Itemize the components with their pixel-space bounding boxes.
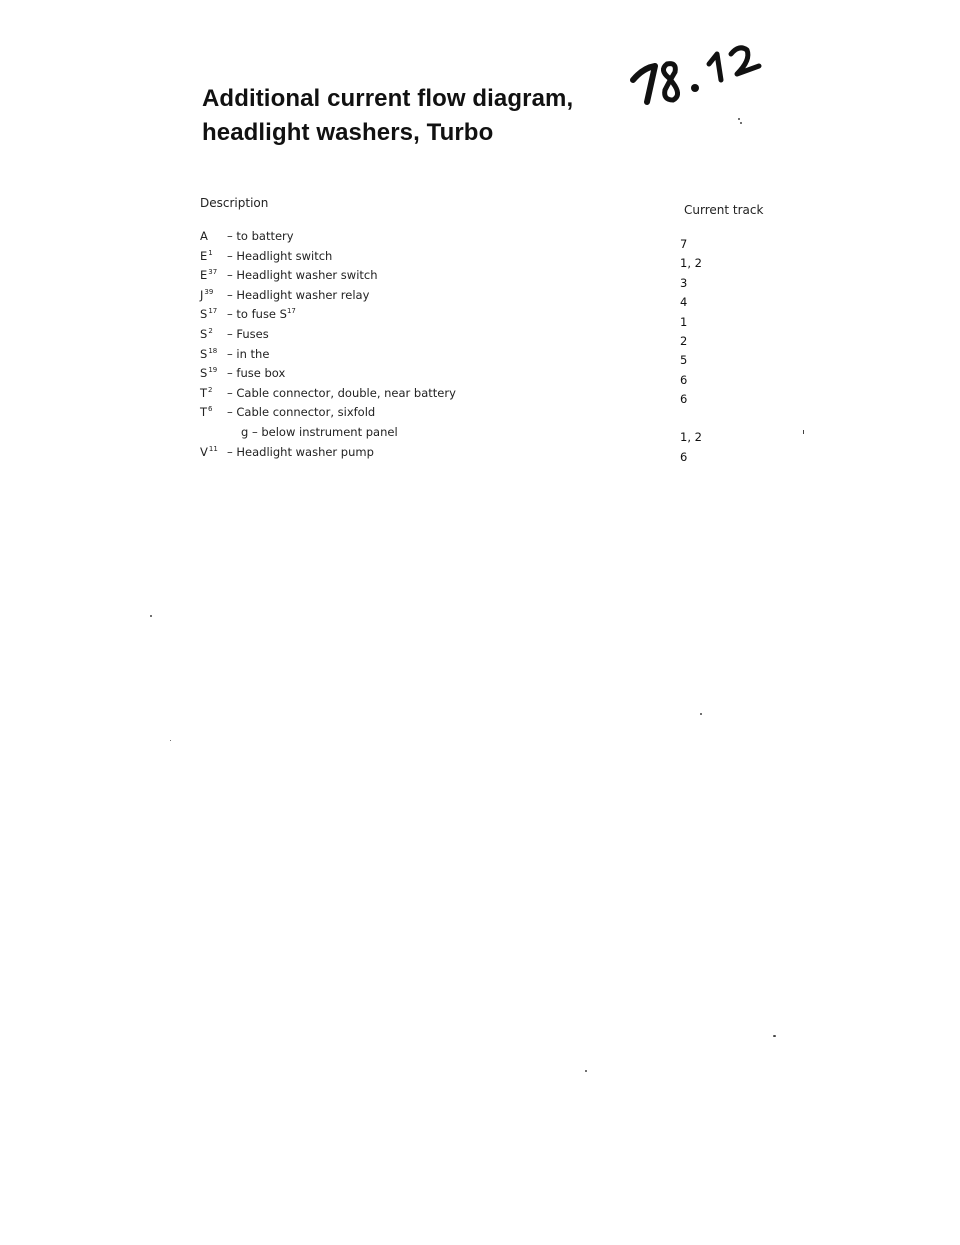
- scan-speck: [738, 118, 740, 120]
- legend-code: $V^{11}$: [200, 444, 218, 459]
- legend-description: – to battery: [227, 229, 294, 243]
- current-track-value: 1, 2: [680, 430, 702, 444]
- current-track-value: 5: [680, 353, 688, 368]
- legend-description: – Headlight washer switch: [227, 268, 378, 283]
- legend-code: $S^{17}$: [200, 307, 218, 322]
- scan-speck: [740, 122, 742, 124]
- scan-speck: [150, 615, 152, 617]
- scan-speck: [170, 740, 171, 741]
- legend-description: – Headlight washer relay: [227, 287, 370, 302]
- current-track-value: 4: [680, 295, 688, 310]
- legend-description: – to fuse $S^{17}$: [227, 307, 296, 322]
- description-heading: Description: [200, 196, 269, 210]
- current-track-value: 2: [680, 334, 688, 348]
- legend-code: $E^{37}$: [200, 268, 218, 283]
- current-track-value: 6: [680, 372, 688, 387]
- current-track-value: 6: [680, 392, 688, 407]
- current-track-value: 1: [680, 314, 688, 329]
- title-line-1: Additional current flow diagram,: [202, 85, 574, 112]
- legend-code: $S^{18}$: [200, 346, 218, 361]
- legend-description: – Headlight switch: [227, 248, 333, 263]
- legend-code: $S^{19}$: [200, 366, 218, 381]
- legend-description: – fuse box: [227, 366, 286, 381]
- scan-speck: [803, 430, 804, 434]
- current-track-value: 6: [680, 450, 688, 464]
- page-title: [202, 82, 573, 150]
- current-track-heading: Current track: [684, 203, 764, 217]
- legend-description: – Headlight washer pump: [227, 444, 374, 459]
- legend-description: – in the: [227, 346, 270, 361]
- current-track-value: 1, 2: [680, 256, 702, 271]
- scan-speck: [773, 1035, 776, 1037]
- title-line-2: headlight washers, Turbo: [202, 119, 494, 146]
- legend-code: A: [200, 229, 208, 243]
- current-track-value: 7: [680, 237, 688, 251]
- scan-speck: [700, 713, 702, 715]
- legend-code: $E^1$: [200, 248, 213, 263]
- legend-code: $S^2$: [200, 326, 213, 341]
- scan-speck: [585, 1070, 587, 1072]
- legend-description: – Cable connector, sixfold: [227, 405, 376, 420]
- legend-description: g – below instrument panel: [241, 424, 398, 439]
- legend-code: $T^2$: [200, 385, 213, 400]
- legend-code: $T^6$: [200, 405, 213, 420]
- legend-description: – Fuses: [227, 326, 269, 341]
- handwritten-page-number: [625, 40, 770, 110]
- legend-code: $J^{39}$: [200, 287, 214, 302]
- current-track-value: 3: [680, 275, 688, 290]
- legend-description: – Cable connector, double, near battery: [227, 385, 456, 400]
